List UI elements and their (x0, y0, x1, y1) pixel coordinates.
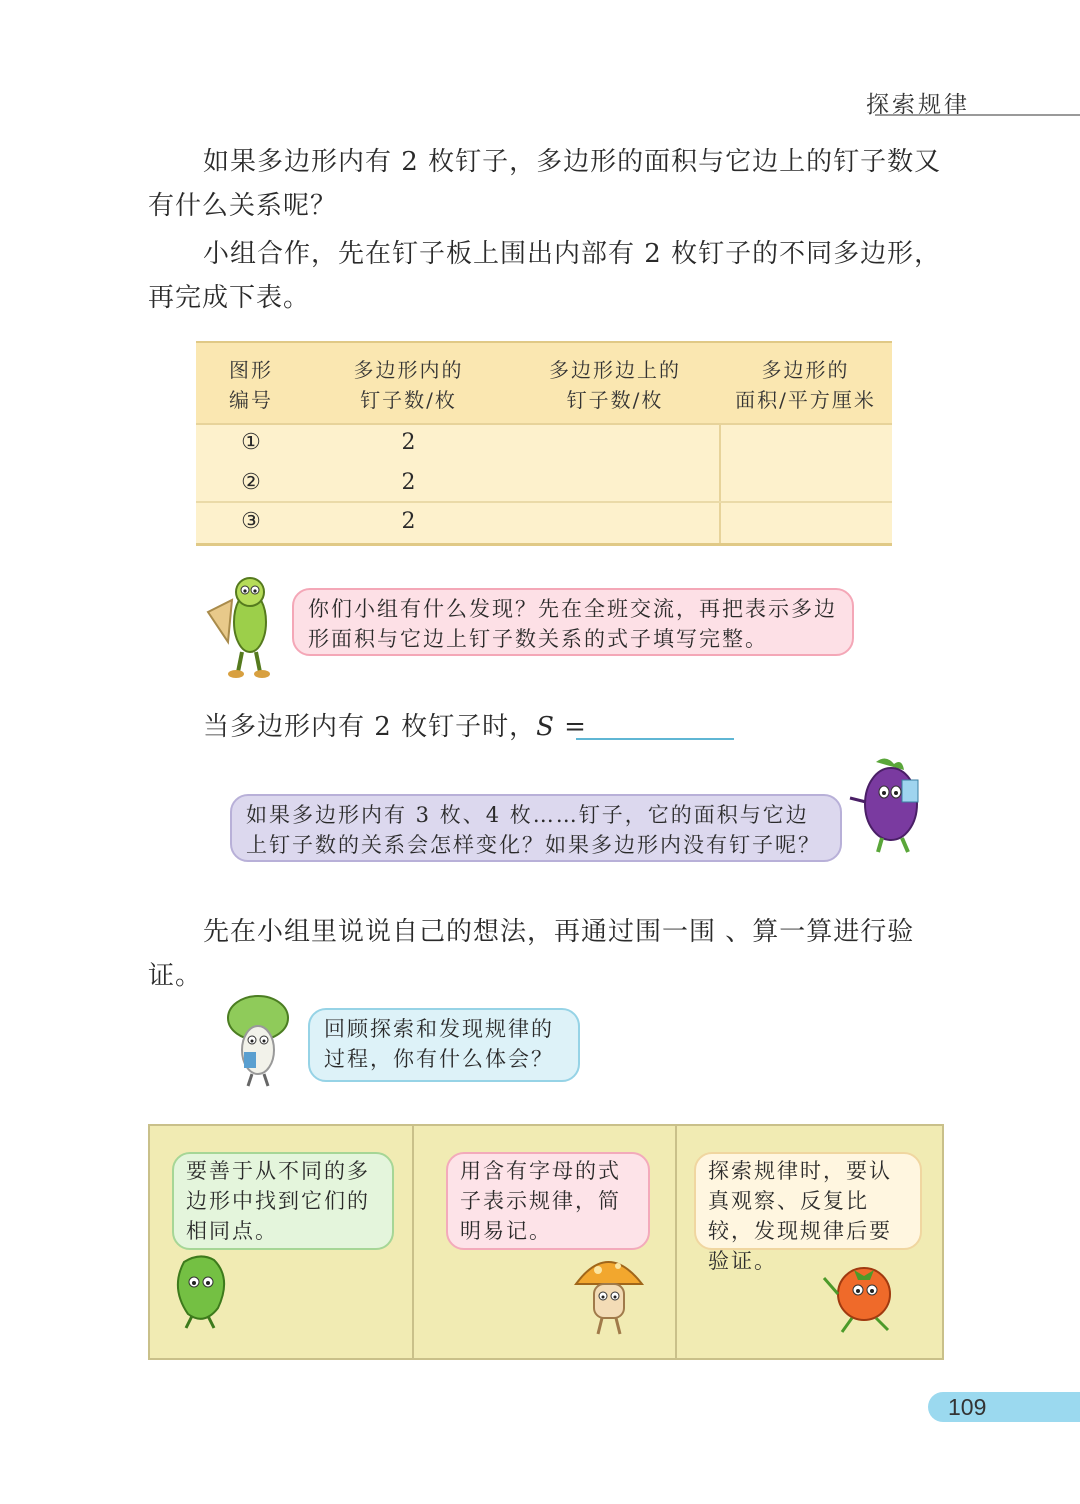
speech-bubble (446, 1152, 650, 1250)
bubble-text: 回顾探索和发现规律的过程，你有什么体会？ (324, 1017, 554, 1071)
table-cell: 2 (401, 470, 416, 495)
table-header-cell (306, 355, 511, 415)
header-line: 多边形内的 (353, 358, 464, 382)
header-line: 钉子数/枚 (360, 388, 457, 412)
bubble-text: 你们小组有什么发现？先在全班交流，再把表示多边形面积与它边上钉子数关系的式子填写完整。 (308, 597, 837, 651)
bubble-text: 探索规律时，要认真观察、反复比较，发现规律后要验证。 (708, 1159, 892, 1273)
header-line: 多边形边上的 (549, 358, 681, 382)
paragraph-question: 如果多边形内有 2 枚钉子，多边形的面积与它边上的钉子数又有什么关系呢？ (148, 147, 942, 221)
section-title: 探索规律 (866, 92, 970, 118)
table-cell[interactable] (511, 463, 719, 503)
table-cell[interactable] (511, 502, 719, 542)
green-pepper-character-icon (164, 1252, 240, 1332)
panel-divider (675, 1126, 677, 1358)
table-cell: 2 (401, 430, 416, 455)
paragraph-verify: 先在小组里说说自己的想法，再通过围一围 、算一算进行验证。 (148, 917, 915, 991)
speech-bubble (230, 794, 842, 862)
table-cell[interactable] (511, 423, 719, 463)
cabbage-character-icon (218, 994, 304, 1090)
bubble-text: 如果多边形内有 3 枚、4 枚……钉子，它的面积与它边上钉子数的关系会怎样变化？如果多边形内没有钉子呢？ (246, 803, 821, 857)
eggplant-character-icon (846, 752, 938, 858)
speech-bubble (292, 588, 854, 656)
green-pea-character-icon (202, 572, 282, 680)
bubble-text: 要善于从不同的多边形中找到它们的相同点。 (186, 1159, 370, 1243)
table-header-cell (196, 355, 306, 415)
table-header-cell (511, 355, 719, 415)
table-cell[interactable] (719, 463, 892, 503)
header-line: 面积/平方厘米 (735, 388, 876, 412)
mushroom-character-icon (570, 1250, 648, 1340)
panel-divider (412, 1126, 414, 1358)
tomato-character-icon (818, 1258, 914, 1338)
data-table (196, 341, 892, 546)
bubble-text: 用含有字母的式子表示规律，简明易记。 (460, 1159, 621, 1243)
table-cell: ③ (241, 509, 261, 534)
paragraph-instruction: 小组合作，先在钉子板上围出内部有 2 枚钉子的不同多边形，再完成下表。 (148, 239, 942, 313)
header-line: 钉子数/枚 (566, 388, 664, 412)
header-line: 图形 (229, 358, 273, 382)
header-line: 多边形的 (761, 358, 850, 382)
page-number: 109 (948, 1394, 987, 1420)
speech-bubble (172, 1152, 394, 1250)
formula-prefix: 当多边形内有 2 枚钉子时， (203, 712, 537, 742)
answer-blank[interactable] (576, 738, 734, 740)
table-cell: 2 (401, 509, 416, 534)
table-header-cell (719, 355, 892, 415)
speech-bubble (308, 1008, 580, 1082)
speech-bubble (694, 1152, 922, 1273)
table-cell[interactable] (719, 502, 892, 542)
header-line: 编号 (229, 388, 273, 412)
formula-line (203, 705, 587, 749)
table-cell: ① (241, 430, 261, 455)
formula-label: S = (536, 712, 587, 742)
table-header-row (196, 343, 892, 425)
table-cell: ② (241, 470, 261, 495)
table-cell[interactable] (719, 423, 892, 463)
header-divider (875, 114, 1080, 116)
